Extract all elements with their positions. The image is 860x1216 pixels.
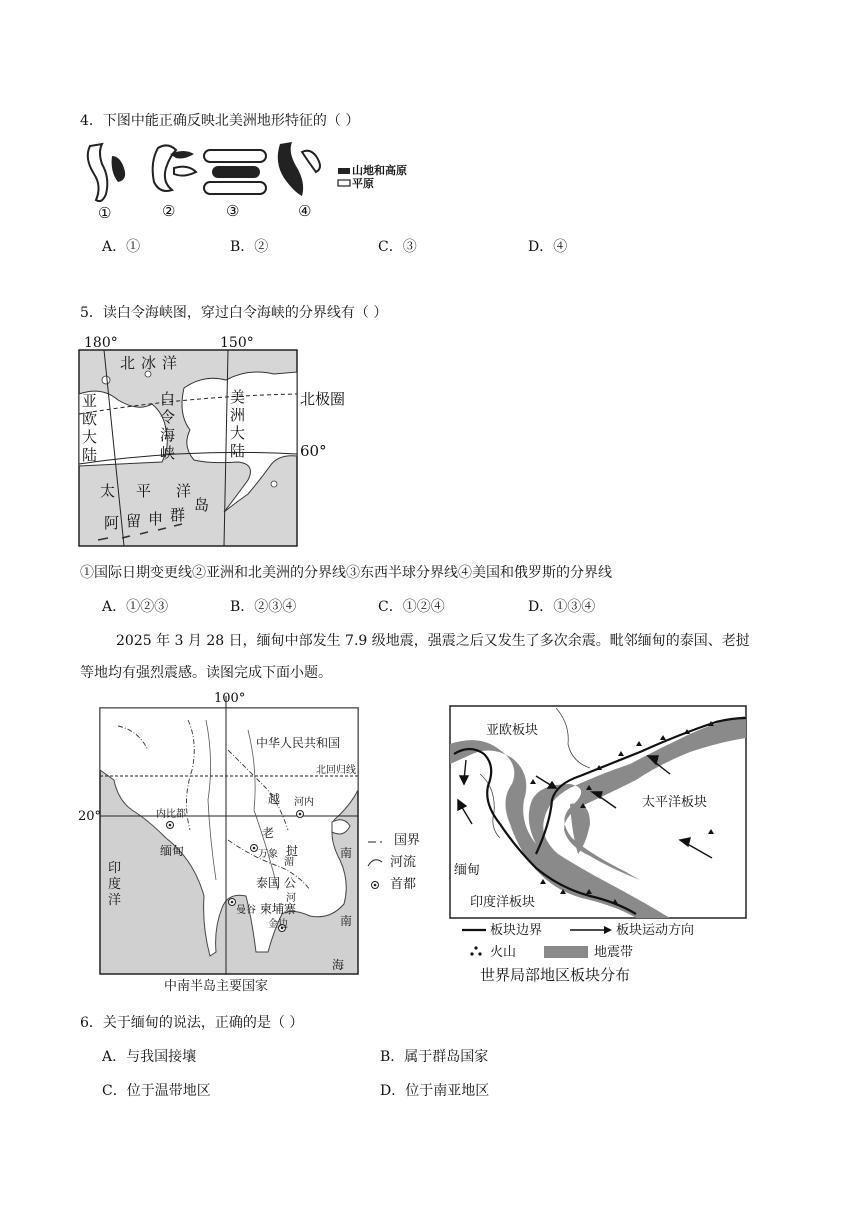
q4-figure-label-4: ④ <box>298 202 312 220</box>
he-label: 河 <box>286 893 296 904</box>
indian-ocean-char-2: 度 <box>108 877 122 892</box>
lat-60-label: 60° <box>300 442 327 460</box>
thailand-label: 泰国 <box>256 876 281 890</box>
q5-option-d[interactable]: D．①③④ <box>528 599 596 615</box>
q4-figure-label-1: ① <box>98 204 112 222</box>
q6-option-d[interactable]: D．位于南亚地区 <box>380 1083 490 1099</box>
bering-char-1: 白 <box>160 390 176 408</box>
indochina-map <box>78 690 428 996</box>
america-char-3: 大 <box>230 424 246 442</box>
aleutian-char-4: 群 <box>170 506 186 524</box>
lon-180-label: 180° <box>84 335 118 351</box>
asia-europe-char-3: 大 <box>82 428 98 446</box>
zhua-label: 挝 <box>286 844 299 858</box>
aleutian-char-2: 留 <box>126 512 142 530</box>
bering-char-2: 令 <box>160 408 176 426</box>
bering-strait-map <box>78 334 368 548</box>
phnompenh-label: 金边 <box>268 919 288 930</box>
naypyidaw-label: 内比都 <box>156 809 186 820</box>
lao-label: 老 <box>262 826 275 840</box>
q4-figure-label-3: ③ <box>226 202 240 220</box>
q4-stem: 4．下图中能正确反映北美洲地形特征的（ ） <box>80 113 360 129</box>
legend-direction-label: 板块运动方向 <box>616 923 695 938</box>
cambodia-label: 柬埔寨 <box>260 902 297 916</box>
aleutian-char-3: 申 <box>148 510 164 528</box>
bering-char-4: 峡 <box>160 444 176 462</box>
tropic-label: 北回归线 <box>316 765 356 776</box>
passage-line-1: 2025 年 3 月 28 日，缅甸中部发生 7.9 级地震，强震之后又发生了多次余震。毗邻缅甸的泰国、老挝 <box>116 633 750 649</box>
legend-quake-belt-label: 地震带 <box>594 945 634 960</box>
legend-border-label: 国界 <box>394 833 421 848</box>
america-char-4: 陆 <box>230 442 246 460</box>
passage-line-2: 等地均有强烈震感。读图完成下面小题。 <box>80 665 332 681</box>
indian-ocean-char-3: 洋 <box>108 893 122 908</box>
q4-option-d[interactable]: D．④ <box>528 239 568 255</box>
china-label: 中华人民共和国 <box>256 736 341 750</box>
lon-100-label: 100° <box>214 691 246 706</box>
q5-statements: ①国际日期变更线②亚洲和北美洲的分界线③东西半球分界线④美国和俄罗斯的分界线 <box>80 565 612 581</box>
arctic-ocean-label: 北冰洋 <box>120 354 184 372</box>
vientiane-label: 万象 <box>258 849 278 860</box>
aleutian-char-1: 阿 <box>104 514 120 532</box>
q5-option-c[interactable]: C．①②④ <box>378 599 445 615</box>
indochina-caption: 中南半岛主要国家 <box>164 979 269 994</box>
aleutian-char-5: 岛 <box>194 496 210 514</box>
bangkok-label: 曼谷 <box>236 905 256 916</box>
q4-legend-plain: 平原 <box>352 177 374 190</box>
bering-char-3: 海 <box>160 426 176 444</box>
asia-europe-char-1: 亚 <box>82 392 98 410</box>
pacific-char-3: 洋 <box>176 482 192 500</box>
q6-option-b[interactable]: B．属于群岛国家 <box>380 1049 489 1065</box>
q6-option-c[interactable]: C．位于温带地区 <box>102 1083 211 1099</box>
legend-capital-label: 首都 <box>390 877 417 892</box>
q5-stem: 5．读白令海峡图，穿过白令海峡的分界线有（ ） <box>80 305 388 321</box>
hanoi-label: 河内 <box>294 797 314 808</box>
myanmar-label: 缅甸 <box>160 844 185 858</box>
nan-label-2: 南 <box>340 914 353 928</box>
plates-caption: 世界局部地区板块分布 <box>480 966 631 984</box>
q6-option-a[interactable]: A．与我国接壤 <box>102 1049 197 1065</box>
q4-option-c[interactable]: C．③ <box>378 239 417 255</box>
lat-20-label: 20° <box>78 809 102 824</box>
lon-150-label: 150° <box>220 335 254 351</box>
q5-option-b[interactable]: B．②③④ <box>230 599 297 615</box>
q4-legend-mountain: 山地和高原 <box>352 164 407 177</box>
pacific-plate-label: 太平洋板块 <box>642 795 708 810</box>
asia-europe-char-4: 陆 <box>82 446 98 464</box>
myanmar-plate-map-label: 缅甸 <box>454 863 481 878</box>
asia-europe-char-2: 欧 <box>82 410 98 428</box>
nan-label-1: 南 <box>340 846 353 860</box>
gong-label: 公 <box>284 876 297 890</box>
q4-option-b[interactable]: B．② <box>230 239 269 255</box>
plates-map <box>440 704 760 992</box>
america-char-1: 美 <box>230 388 246 406</box>
legend-boundary-label: 板块边界 <box>490 923 543 938</box>
q4-option-a[interactable]: A．① <box>102 239 141 255</box>
indian-ocean-char-1: 印 <box>108 861 122 876</box>
mei-label: 湄 <box>284 857 294 868</box>
eurasian-plate-label: 亚欧板块 <box>486 723 539 738</box>
q4-figure-label-2: ② <box>162 202 176 220</box>
q6-stem: 6．关于缅甸的说法，正确的是（ ） <box>80 1015 304 1031</box>
q5-option-a[interactable]: A．①②③ <box>102 599 169 615</box>
pacific-char-1: 太 <box>100 482 116 500</box>
hai-label: 海 <box>332 958 345 972</box>
legend-volcano-label: 火山 <box>490 945 517 960</box>
pacific-char-2: 平 <box>136 482 152 500</box>
america-char-2: 洲 <box>230 406 246 424</box>
yue-label: 越 <box>268 792 281 806</box>
indian-plate-label: 印度洋板块 <box>470 895 536 910</box>
legend-river-label: 河流 <box>390 855 417 870</box>
arctic-circle-label: 北极圈 <box>300 390 346 408</box>
